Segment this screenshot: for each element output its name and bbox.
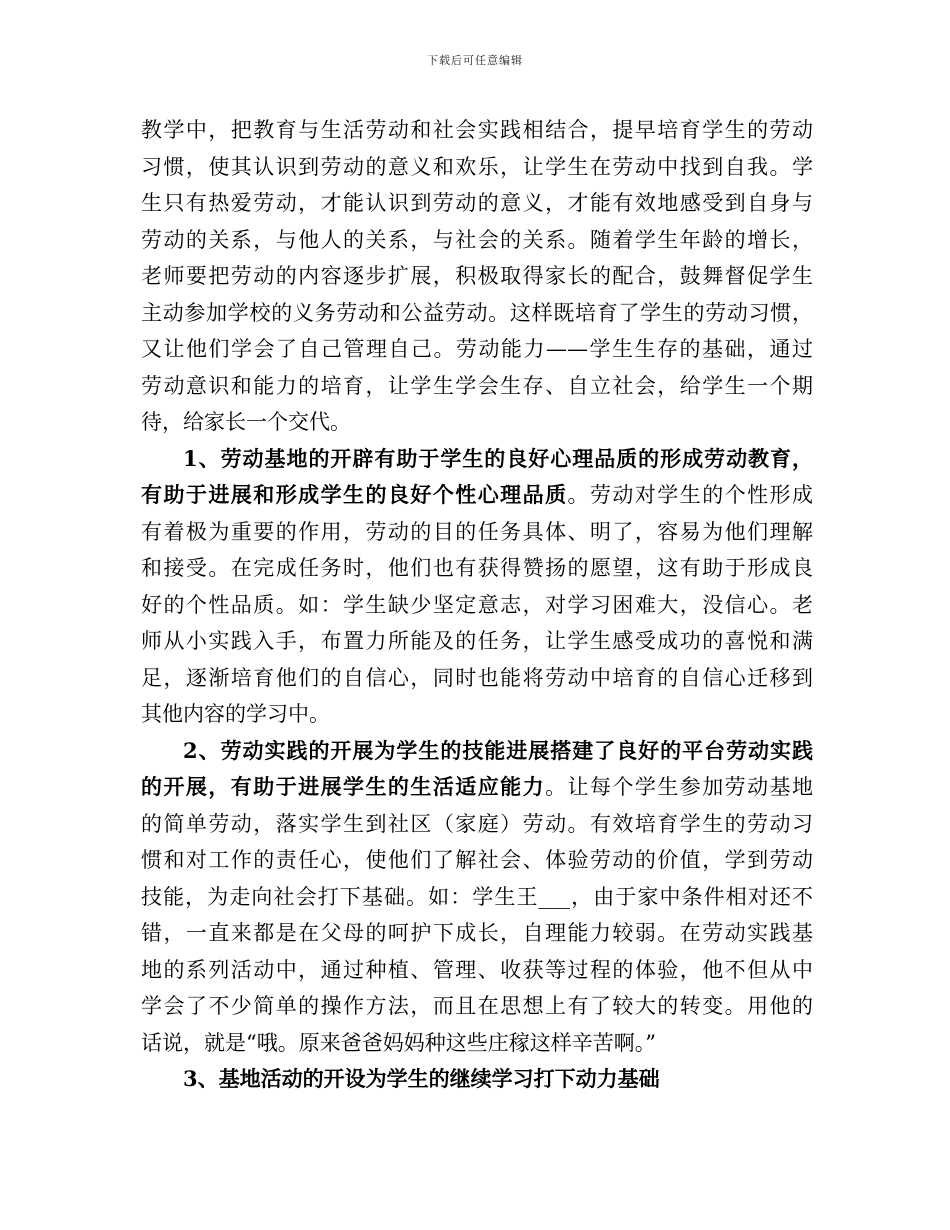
section-heading: 2、劳动实践的开展为学生的技能进展搭建了良好的平台劳动实践 <box>183 737 813 763</box>
text-line: 劳动的关系，与他人的关系，与社会的关系。随着学生年龄的增长， <box>141 227 813 252</box>
text-line: 学会了不少简单的操作方法，而且在思想上有了较大的转变。用他的 <box>141 994 813 1018</box>
text-line: 错，一直来都是在父母的呵护下成长，自理能力较弱。在劳动实践基 <box>141 921 813 945</box>
text-line: 足，逐渐培育他们的自信心，同时也能将劳动中培育的自信心迁移到 <box>141 665 813 690</box>
text-line: 技能，为走向社会打下基础。如：学生王___，由于家中条件相对还不 <box>141 884 813 909</box>
section-heading-continued: 的开展，有助于进展学生的生活适应能力 <box>141 774 546 799</box>
text-fragment: 。劳动对学生的个性形成 <box>567 483 813 507</box>
text-line: 师从小实践入手，布置力所能及的任务，让学生感受成功的喜悦和满 <box>141 629 813 653</box>
section-heading: 3、基地活动的开设为学生的继续学习打下动力基础 <box>183 1066 660 1091</box>
text-line: 的简单劳动，落实学生到社区（家庭）劳动。有效培育学生的劳动习 <box>141 811 813 836</box>
text-line: 话说，就是“哦。原来爸爸妈妈种这些庄稼这样辛苦啊。” <box>141 1030 656 1055</box>
text-line <box>141 477 813 514</box>
text-line <box>141 769 813 806</box>
text-line: 教学中，把教育与生活劳动和社会实践相结合，提早培育学生的劳动 <box>141 118 813 142</box>
text-line: 好的个性品质。如：学生缺少坚定意志，对学习困难大，没信心。老 <box>141 592 813 617</box>
text-line: 惯和对工作的责任心，使他们了解社会、体验劳动的价值，学到劳动 <box>141 848 813 872</box>
text-line: 老师要把劳动的内容逐步扩展，积极取得家长的配合，鼓舞督促学生 <box>141 264 813 288</box>
text-line: 和接受。在完成任务时，他们也有获得赞扬的愿望，这有助于形成良 <box>141 556 813 580</box>
paragraph-section-3 <box>141 1061 813 1098</box>
page-header-note: 下载后可任意编辑 <box>427 54 523 67</box>
document-body <box>141 112 813 1098</box>
text-line: 主动参加学校的义务劳动和公益劳动。这样既培育了学生的劳动习惯， <box>141 300 813 325</box>
text-line: 劳动意识和能力的培育，让学生学会生存、自立社会，给学生一个期 <box>141 373 813 398</box>
text-line: 地的系列活动中，通过种植、管理、收获等过程的体验，他不但从中 <box>141 957 813 982</box>
text-line: 其他内容的学习中。 <box>141 702 330 726</box>
text-line: 习惯，使其认识到劳动的意义和欢乐，让学生在劳动中找到自我。学 <box>141 154 813 179</box>
text-line: 生只有热爱劳动，才能认识到劳动的意义，才能有效地感受到自身与 <box>141 191 813 215</box>
section-heading: 1、劳动基地的开辟有助于学生的良好心理品质的形成劳动教育， <box>183 445 813 471</box>
text-line: 待，给家长一个交代。 <box>141 410 351 434</box>
text-fragment: 。让每个学生参加劳动基地 <box>545 775 813 799</box>
paragraph-section-1 <box>141 441 813 733</box>
paragraph-section-2 <box>141 733 813 1062</box>
paragraph-intro <box>141 112 813 441</box>
text-line: 又让他们学会了自己管理自己。劳动能力——学生生存的基础，通过 <box>141 337 813 361</box>
text-line: 有着极为重要的作用，劳动的目的任务具体、明了，容易为他们理解 <box>141 519 813 544</box>
section-heading-continued: 有助于进展和形成学生的良好个性心理品质 <box>141 482 568 507</box>
